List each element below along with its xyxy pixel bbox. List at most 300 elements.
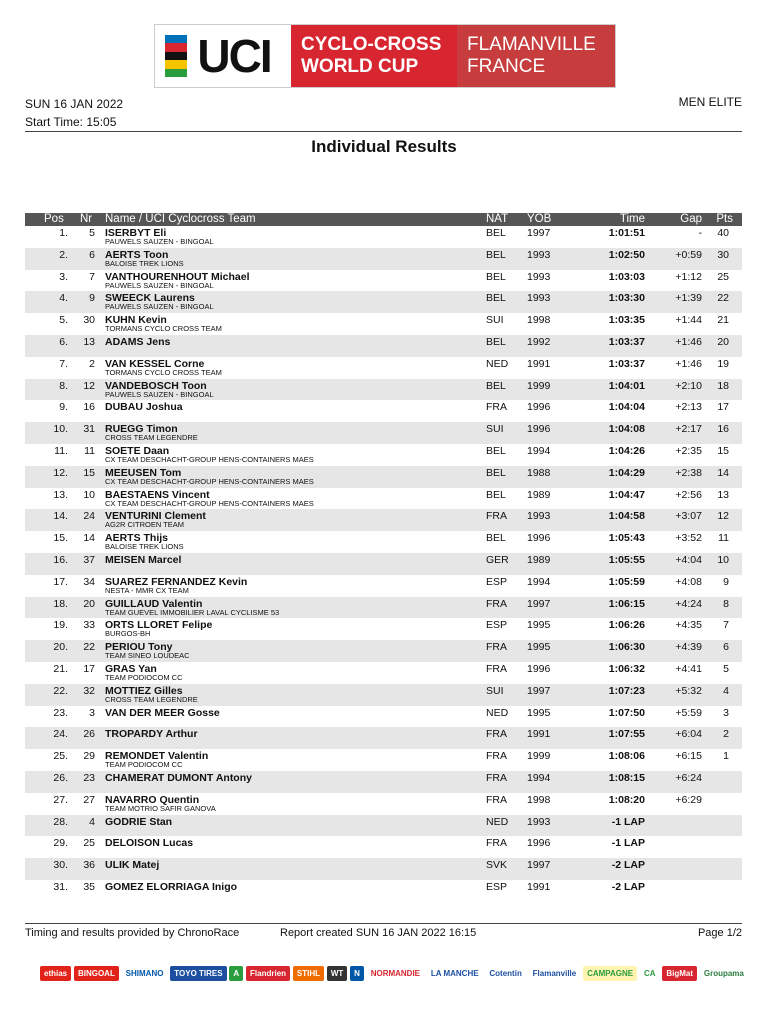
cell-nr: 4 bbox=[89, 815, 95, 828]
cell-yob: 1993 bbox=[527, 292, 551, 305]
sponsor-logo: Groupama bbox=[700, 966, 748, 981]
cell-gap: +1:39 bbox=[675, 292, 702, 305]
sponsor-strip bbox=[40, 960, 748, 986]
sponsor-logo: STIHL bbox=[293, 966, 324, 981]
cell-team: TEAM GUEVEL IMMOBILIER LAVAL CYCLISME 53 bbox=[105, 607, 280, 617]
cell-yob: 1993 bbox=[527, 270, 551, 283]
cell-nat: FRA bbox=[486, 641, 507, 654]
cell-pos: 21. bbox=[53, 662, 68, 675]
event-line2: WORLD CUP bbox=[301, 56, 419, 77]
cell-team: NESTA - MMR CX TEAM bbox=[105, 585, 189, 595]
cell-nat: GER bbox=[486, 553, 509, 566]
cell-pos: 18. bbox=[53, 597, 68, 610]
col-time: Time bbox=[619, 213, 645, 225]
cell-nat: BEL bbox=[486, 270, 506, 283]
location-block bbox=[457, 25, 615, 87]
cell-time: 1:05:59 bbox=[608, 575, 645, 588]
cell-pos: 27. bbox=[53, 793, 68, 806]
cell-nr: 34 bbox=[83, 575, 95, 588]
cell-pts: 1 bbox=[723, 750, 729, 763]
cell-yob: 1991 bbox=[527, 880, 551, 893]
cell-time: -1 LAP bbox=[611, 837, 645, 850]
cell-gap: +6:24 bbox=[675, 771, 702, 784]
cell-gap: +0:59 bbox=[675, 248, 702, 261]
sponsor-logo: BINGOAL bbox=[74, 966, 119, 981]
event-line1: CYCLO-CROSS bbox=[301, 34, 442, 55]
cell-yob: 1997 bbox=[527, 859, 551, 872]
cell-name: VANDEBOSCH Toon bbox=[105, 379, 207, 392]
cell-nr: 11 bbox=[84, 444, 95, 457]
cell-gap: +3:52 bbox=[675, 532, 702, 545]
cell-name: SWEECK Laurens bbox=[105, 292, 195, 305]
cell-pts: 20 bbox=[717, 335, 729, 348]
cell-nat: NED bbox=[486, 706, 509, 719]
location-line2: FRANCE bbox=[467, 56, 546, 77]
rainbow-stripes bbox=[165, 35, 187, 77]
cell-team: TEAM MOTRIO SAFIR GANOVA bbox=[105, 803, 216, 813]
race-meta bbox=[25, 95, 123, 131]
uci-logo bbox=[155, 25, 291, 87]
cell-nr: 22 bbox=[83, 641, 95, 654]
cell-pos: 17. bbox=[53, 575, 68, 588]
sponsor-logo: SHIMANO bbox=[122, 966, 168, 981]
col-nr: Nr bbox=[80, 213, 93, 225]
cell-name: DELOISON Lucas bbox=[105, 837, 194, 850]
cell-pts: 3 bbox=[723, 706, 729, 719]
cell-time: 1:04:26 bbox=[608, 444, 645, 457]
cell-nr: 24 bbox=[83, 510, 95, 523]
cell-name: SOETE Daan bbox=[105, 444, 170, 457]
cell-nat: BEL bbox=[486, 532, 506, 545]
table-row bbox=[25, 335, 742, 357]
cell-nr: 30 bbox=[83, 314, 95, 327]
cell-nat: FRA bbox=[486, 597, 507, 610]
cell-gap: +2:56 bbox=[675, 488, 702, 501]
cell-pts: 21 bbox=[717, 314, 729, 327]
cell-time: 1:04:08 bbox=[608, 423, 645, 436]
cell-time: 1:06:15 bbox=[608, 597, 645, 610]
cell-name: PERIOU Tony bbox=[105, 641, 173, 654]
table-row bbox=[25, 597, 742, 619]
table-row bbox=[25, 684, 742, 706]
cell-gap: +2:35 bbox=[675, 444, 702, 457]
cell-pts: 13 bbox=[717, 488, 729, 501]
cell-nat: FRA bbox=[486, 662, 507, 675]
cell-pts: 10 bbox=[717, 553, 729, 566]
page-title: Individual Results bbox=[311, 137, 457, 156]
cell-nr: 31 bbox=[83, 423, 95, 436]
cell-gap: +2:10 bbox=[675, 379, 702, 392]
cell-team: TEAM SINEO LOUDEAC bbox=[105, 651, 190, 661]
cell-time: 1:08:15 bbox=[608, 771, 645, 784]
cell-pts: 25 bbox=[717, 270, 729, 283]
cell-pos: 10. bbox=[53, 423, 68, 436]
cell-team: PAUWELS SAUZEN - BINGOAL bbox=[105, 302, 214, 312]
cell-time: 1:04:04 bbox=[608, 401, 645, 414]
cell-team: CROSS TEAM LEGENDRE bbox=[105, 694, 198, 704]
sponsor-logo: CA bbox=[640, 966, 660, 981]
cell-name: RUEGG Timon bbox=[105, 423, 178, 436]
cell-nr: 17 bbox=[83, 662, 95, 675]
cell-gap: +1:12 bbox=[675, 270, 702, 283]
cell-pts: 12 bbox=[717, 510, 729, 523]
divider bbox=[25, 131, 742, 132]
table-row bbox=[25, 836, 742, 858]
cell-time: 1:08:06 bbox=[608, 750, 645, 763]
cell-nr: 16 bbox=[83, 401, 95, 414]
cell-team: TORMANS CYCLO CROSS TEAM bbox=[105, 324, 222, 334]
cell-name: GUILLAUD Valentin bbox=[105, 597, 203, 610]
cell-time: 1:05:55 bbox=[608, 553, 645, 566]
cell-nat: FRA bbox=[486, 401, 507, 414]
sponsor-logo: ethias bbox=[40, 966, 71, 981]
cell-nr: 7 bbox=[89, 270, 95, 283]
cell-time: 1:06:32 bbox=[608, 662, 645, 675]
cell-team: CX TEAM DESCHACHT-GROUP HENS-CONTAINERS MAES bbox=[105, 476, 314, 486]
cell-time: 1:07:50 bbox=[608, 706, 645, 719]
cell-nat: BEL bbox=[486, 292, 506, 305]
cell-gap: +5:32 bbox=[675, 684, 702, 697]
table-row bbox=[25, 858, 742, 880]
cell-nr: 26 bbox=[83, 728, 95, 741]
cell-nat: NED bbox=[486, 815, 509, 828]
sponsor-logo: TOYO TIRES bbox=[170, 966, 226, 981]
cell-pos: 16. bbox=[53, 553, 68, 566]
cell-name: ULIK Matej bbox=[105, 859, 160, 872]
cell-nr: 33 bbox=[83, 619, 95, 632]
cell-yob: 1994 bbox=[527, 575, 551, 588]
cell-yob: 1998 bbox=[527, 314, 551, 327]
cell-nat: ESP bbox=[486, 880, 508, 893]
table-row bbox=[25, 749, 742, 771]
cell-time: 1:03:03 bbox=[608, 270, 645, 283]
table-row bbox=[25, 379, 742, 401]
table-row bbox=[25, 509, 742, 531]
table-row bbox=[25, 553, 742, 575]
table-header bbox=[25, 213, 742, 226]
cell-name: REMONDET Valentin bbox=[105, 750, 209, 763]
cell-nat: BEL bbox=[486, 227, 506, 239]
sponsor-logo: Cotentin bbox=[485, 966, 525, 981]
table-row bbox=[25, 575, 742, 597]
cell-time: 1:04:29 bbox=[608, 466, 645, 479]
cell-nr: 5 bbox=[89, 227, 95, 239]
sponsor-logo: NORMANDIE bbox=[367, 966, 424, 981]
location-line1: FLAMANVILLE bbox=[467, 34, 596, 55]
cell-gap: +6:29 bbox=[675, 793, 702, 806]
cell-time: 1:08:20 bbox=[608, 793, 645, 806]
cell-nat: BEL bbox=[486, 466, 506, 479]
cell-time: -2 LAP bbox=[611, 859, 645, 872]
cell-pts: 11 bbox=[718, 532, 729, 545]
cell-gap: - bbox=[698, 227, 702, 239]
cell-time: 1:02:50 bbox=[608, 248, 645, 261]
sponsor-logo: WT bbox=[327, 966, 347, 981]
cell-nat: ESP bbox=[486, 619, 508, 632]
cell-team: PAUWELS SAUZEN - BINGOAL bbox=[105, 280, 214, 290]
cell-pts: 17 bbox=[717, 401, 729, 414]
footer-report: Report created SUN 16 JAN 2022 16:15 bbox=[280, 927, 477, 939]
cell-pts: 22 bbox=[717, 292, 729, 305]
sponsor-logo: LA MANCHE bbox=[427, 966, 483, 981]
cell-pts: 6 bbox=[723, 641, 729, 654]
cell-yob: 1991 bbox=[527, 728, 551, 741]
cell-name: VENTURINI Clement bbox=[105, 510, 206, 523]
cell-pos: 24. bbox=[53, 728, 68, 741]
cell-nat: BEL bbox=[486, 335, 506, 348]
cell-pos: 13. bbox=[53, 488, 68, 501]
cell-nr: 10 bbox=[83, 488, 95, 501]
rainbow-stripe bbox=[165, 43, 187, 51]
cell-yob: 1999 bbox=[527, 379, 551, 392]
start-time: Start Time: 15:05 bbox=[25, 115, 117, 129]
cell-pts: 15 bbox=[717, 444, 729, 457]
cell-pts: 14 bbox=[717, 466, 729, 479]
cell-nat: NED bbox=[486, 357, 509, 370]
results-table bbox=[25, 226, 742, 902]
cell-nr: 27 bbox=[83, 793, 95, 806]
cell-gap: +3:07 bbox=[675, 510, 702, 523]
cell-gap: +1:44 bbox=[675, 314, 702, 327]
cell-nat: BEL bbox=[486, 488, 506, 501]
cell-pos: 9. bbox=[59, 401, 68, 414]
cell-pts: 9 bbox=[723, 575, 729, 588]
sponsor-logo: CAMPAGNE bbox=[583, 966, 637, 981]
table-row bbox=[25, 270, 742, 292]
cell-pts: 19 bbox=[717, 357, 729, 370]
rainbow-stripe bbox=[165, 60, 187, 68]
cell-gap: +4:04 bbox=[675, 553, 702, 566]
cell-gap: +2:38 bbox=[675, 466, 702, 479]
cell-team: TEAM PODIOCOM CC bbox=[105, 672, 183, 682]
cell-time: 1:04:47 bbox=[608, 488, 645, 501]
cell-pos: 26. bbox=[53, 771, 68, 784]
cell-team: AG2R CITROEN TEAM bbox=[105, 520, 185, 530]
table-row bbox=[25, 400, 742, 422]
table-row bbox=[25, 618, 742, 640]
table-row bbox=[25, 357, 742, 379]
cell-gap: +1:46 bbox=[675, 335, 702, 348]
cell-name: SUAREZ FERNANDEZ Kevin bbox=[105, 575, 248, 588]
table-row bbox=[25, 422, 742, 444]
cell-yob: 1995 bbox=[527, 641, 551, 654]
cell-nr: 25 bbox=[83, 837, 95, 850]
cell-team: PAUWELS SAUZEN - BINGOAL bbox=[105, 389, 214, 399]
col-pts: Pts bbox=[716, 213, 733, 225]
cell-nr: 36 bbox=[83, 859, 95, 872]
cell-time: 1:07:23 bbox=[608, 684, 645, 697]
cell-name: AERTS Thijs bbox=[105, 532, 169, 545]
cell-team: CX TEAM DESCHACHT-GROUP HENS-CONTAINERS MAES bbox=[105, 454, 314, 464]
cell-name: KUHN Kevin bbox=[105, 314, 167, 327]
table-row bbox=[25, 771, 742, 793]
col-gap: Gap bbox=[680, 213, 702, 225]
cell-name: MEISEN Marcel bbox=[105, 553, 182, 566]
footer-page: Page 1/2 bbox=[697, 927, 742, 939]
table-row bbox=[25, 444, 742, 466]
cell-pos: 31. bbox=[53, 880, 68, 893]
cell-yob: 1992 bbox=[527, 335, 551, 348]
uci-logo-text: UCI bbox=[197, 30, 271, 82]
table-row bbox=[25, 793, 742, 815]
col-yob: YOB bbox=[527, 213, 552, 225]
cell-gap: +1:46 bbox=[675, 357, 702, 370]
cell-pos: 30. bbox=[53, 859, 68, 872]
table-row bbox=[25, 662, 742, 684]
cell-yob: 1993 bbox=[527, 248, 551, 261]
cell-nat: SUI bbox=[486, 314, 504, 327]
cell-nat: BEL bbox=[486, 379, 506, 392]
cell-time: 1:04:58 bbox=[608, 510, 645, 523]
cell-team: CROSS TEAM LEGENDRE bbox=[105, 433, 198, 443]
cell-pos: 4. bbox=[59, 292, 68, 305]
cell-pos: 6. bbox=[59, 335, 68, 348]
sponsor-logo: Flandrien bbox=[246, 966, 290, 981]
cell-pts: 4 bbox=[723, 684, 729, 697]
cell-name: ISERBYT Eli bbox=[105, 227, 167, 239]
rainbow-stripe bbox=[165, 69, 187, 77]
cell-name: VAN KESSEL Corne bbox=[105, 357, 205, 370]
cell-pos: 5. bbox=[59, 314, 68, 327]
cell-yob: 1995 bbox=[527, 706, 551, 719]
cell-name: MEEUSEN Tom bbox=[105, 466, 182, 479]
event-name-block bbox=[291, 25, 457, 87]
cell-gap: +4:41 bbox=[675, 662, 702, 675]
cell-nr: 23 bbox=[83, 771, 95, 784]
cell-yob: 1994 bbox=[527, 771, 551, 784]
cell-name: AERTS Toon bbox=[105, 248, 169, 261]
cell-name: ADAMS Jens bbox=[105, 335, 171, 348]
event-logo bbox=[154, 24, 616, 88]
cell-name: VAN DER MEER Gosse bbox=[105, 706, 220, 719]
table-row bbox=[25, 815, 742, 837]
cell-yob: 1997 bbox=[527, 684, 551, 697]
cell-team: BALOISE TREK LIONS bbox=[105, 258, 184, 268]
table-row bbox=[25, 226, 742, 248]
race-category: MEN ELITE bbox=[678, 95, 742, 109]
sponsor-logo: BigMat bbox=[662, 966, 697, 981]
cell-yob: 1989 bbox=[527, 488, 551, 501]
cell-time: 1:03:30 bbox=[608, 292, 645, 305]
cell-yob: 1996 bbox=[527, 662, 551, 675]
cell-yob: 1988 bbox=[527, 466, 551, 479]
cell-yob: 1989 bbox=[527, 553, 551, 566]
cell-yob: 1991 bbox=[527, 357, 551, 370]
cell-time: 1:07:55 bbox=[608, 728, 645, 741]
table-row bbox=[25, 531, 742, 553]
cell-nat: FRA bbox=[486, 793, 507, 806]
cell-nat: FRA bbox=[486, 750, 507, 763]
cell-nat: SUI bbox=[486, 423, 504, 436]
table-row bbox=[25, 706, 742, 728]
cell-pos: 15. bbox=[53, 532, 68, 545]
cell-nr: 3 bbox=[89, 706, 95, 719]
cell-nr: 9 bbox=[89, 292, 95, 305]
cell-nr: 13 bbox=[83, 335, 95, 348]
cell-nr: 29 bbox=[83, 750, 95, 763]
cell-pos: 23. bbox=[53, 706, 68, 719]
cell-pts: 2 bbox=[723, 728, 729, 741]
cell-pos: 20. bbox=[53, 641, 68, 654]
table-row bbox=[25, 466, 742, 488]
table-row bbox=[25, 727, 742, 749]
table-row bbox=[25, 640, 742, 662]
cell-yob: 1997 bbox=[527, 597, 551, 610]
cell-pos: 22. bbox=[53, 684, 68, 697]
cell-nat: SUI bbox=[486, 684, 504, 697]
cell-yob: 1994 bbox=[527, 444, 551, 457]
cell-gap: +4:24 bbox=[675, 597, 702, 610]
cell-nat: FRA bbox=[486, 728, 507, 741]
cell-gap: +6:04 bbox=[675, 728, 702, 741]
rainbow-stripe bbox=[165, 52, 187, 60]
cell-time: 1:04:01 bbox=[608, 379, 645, 392]
cell-pos: 25. bbox=[53, 750, 68, 763]
table-row bbox=[25, 248, 742, 270]
cell-time: 1:03:35 bbox=[608, 314, 645, 327]
cell-yob: 1997 bbox=[527, 227, 551, 239]
cell-pos: 11. bbox=[54, 444, 68, 457]
cell-name: TROPARDY Arthur bbox=[105, 728, 198, 741]
cell-pos: 28. bbox=[53, 815, 68, 828]
col-pos: Pos bbox=[44, 213, 64, 225]
cell-name: VANTHOURENHOUT Michael bbox=[105, 270, 250, 283]
cell-nr: 12 bbox=[83, 379, 95, 392]
cell-pos: 14. bbox=[53, 510, 68, 523]
cell-name: GOMEZ ELORRIAGA Inigo bbox=[105, 880, 238, 893]
cell-pts: 5 bbox=[723, 662, 729, 675]
cell-nr: 6 bbox=[89, 248, 95, 261]
cell-pos: 2. bbox=[59, 248, 68, 261]
cell-pts: 8 bbox=[723, 597, 729, 610]
cell-name: GODRIE Stan bbox=[105, 815, 173, 828]
cell-nr: 2 bbox=[89, 357, 95, 370]
cell-time: 1:06:30 bbox=[608, 641, 645, 654]
cell-pos: 3. bbox=[59, 270, 68, 283]
cell-nr: 35 bbox=[83, 880, 95, 893]
cell-name: ORTS LLORET Felipe bbox=[105, 619, 213, 632]
cell-time: -1 LAP bbox=[611, 815, 645, 828]
cell-pts: 40 bbox=[717, 227, 729, 239]
cell-gap: +4:08 bbox=[675, 575, 702, 588]
cell-pos: 19. bbox=[53, 619, 68, 632]
table-row bbox=[25, 488, 742, 510]
cell-gap: +2:13 bbox=[675, 401, 702, 414]
cell-yob: 1995 bbox=[527, 619, 551, 632]
footer-provider: Timing and results provided by ChronoRace bbox=[25, 927, 240, 939]
race-date: SUN 16 JAN 2022 bbox=[25, 97, 124, 111]
cell-gap: +6:15 bbox=[675, 750, 702, 763]
rainbow-stripe bbox=[165, 35, 187, 43]
cell-pos: 8. bbox=[59, 379, 68, 392]
cell-pos: 12. bbox=[53, 466, 68, 479]
cell-nat: ESP bbox=[486, 575, 508, 588]
cell-name: NAVARRO Quentin bbox=[105, 793, 200, 806]
cell-yob: 1996 bbox=[527, 401, 551, 414]
cell-yob: 1996 bbox=[527, 837, 551, 850]
cell-gap: +4:35 bbox=[675, 619, 702, 632]
cell-gap: +2:17 bbox=[675, 423, 702, 436]
cell-nr: 37 bbox=[83, 553, 95, 566]
table-row bbox=[25, 291, 742, 313]
cell-name: DUBAU Joshua bbox=[105, 401, 183, 414]
cell-nat: FRA bbox=[486, 510, 507, 523]
cell-name: GRAS Yan bbox=[105, 662, 157, 675]
cell-yob: 1993 bbox=[527, 510, 551, 523]
cell-nr: 14 bbox=[83, 532, 95, 545]
cell-time: 1:06:26 bbox=[608, 619, 645, 632]
cell-yob: 1993 bbox=[527, 815, 551, 828]
